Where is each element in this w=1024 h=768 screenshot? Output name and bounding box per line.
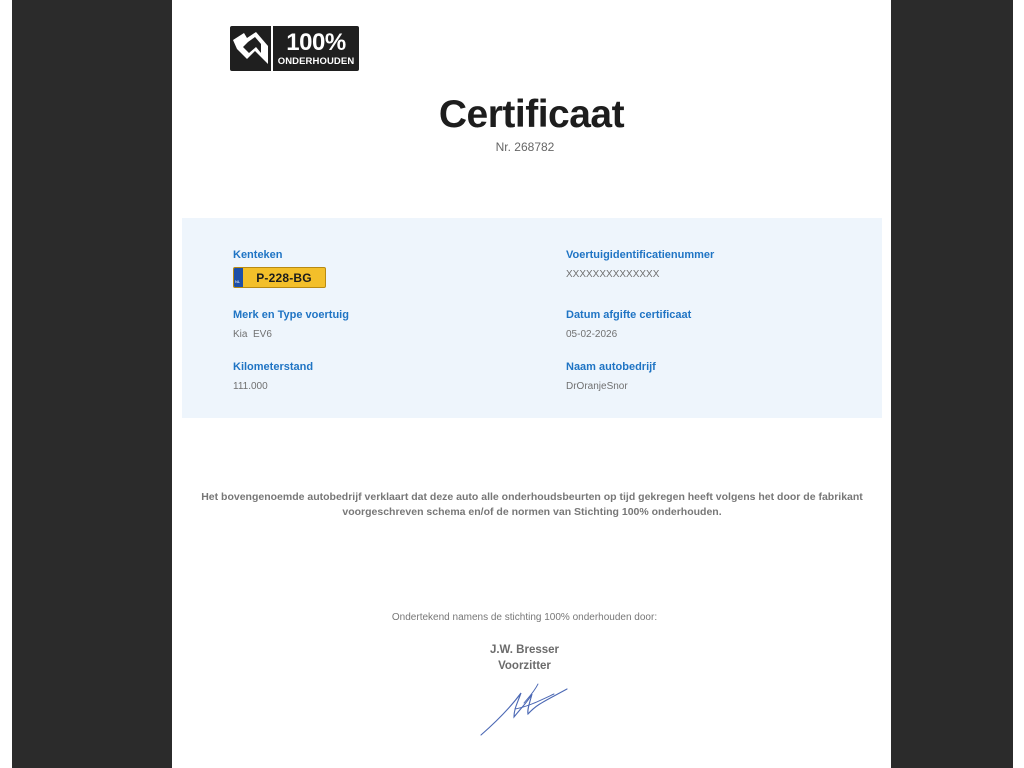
logo [230, 26, 359, 71]
mileage-value: 111.000 [233, 381, 268, 392]
mileage-field [233, 361, 313, 392]
viewer-edge-right [1013, 0, 1024, 768]
logo-subtitle: ONDERHOUDEN [277, 55, 355, 67]
viewer-background-left [12, 0, 172, 768]
issue-date-value: 05-02-2026 [566, 329, 618, 340]
license-plate-field [233, 249, 283, 261]
logo-percentage: 100% [286, 28, 346, 56]
issue-date-field [566, 309, 691, 340]
mileage-label: Kilometerstand [233, 361, 314, 373]
eu-country-strip [234, 268, 243, 287]
maintenance-statement: Het bovengenoemde autobedrijf verklaart dat deze auto alle onderhoudsbeurten op tijd gekregen heeft volgens het door de fabrikant voorgeschreven schema en/of de normen van Stichting 100% onderhouden. [201, 491, 863, 518]
make-model-field [233, 309, 349, 340]
make-model-value: Kia EV6 [233, 329, 272, 340]
license-plate-number: P-228-BG [256, 270, 312, 285]
signer-role: Voorzitter [498, 660, 551, 672]
plate-country-code: NL [235, 279, 241, 284]
viewer-background-right [891, 0, 1013, 768]
signer-name: J.W. Bresser [489, 644, 560, 656]
vin-label: Voertuigidentificatienummer [566, 249, 715, 261]
vin-value: XXXXXXXXXXXXXX [566, 269, 660, 280]
logo-wordmark [273, 28, 359, 67]
license-plate [233, 267, 326, 288]
handwritten-signature [479, 680, 571, 738]
garage-label: Naam autobedrijf [566, 361, 656, 373]
garage-field [566, 361, 656, 392]
certificate-number: Nr. 268782 [495, 140, 555, 154]
license-plate-label: Kenteken [233, 249, 283, 261]
vin-field [566, 249, 714, 280]
viewer-edge-left [0, 0, 12, 768]
vehicle-details-panel [182, 218, 882, 418]
page-title: Certificaat [438, 93, 625, 136]
garage-value: DrOranjeSnor [566, 381, 628, 392]
issue-date-label: Datum afgifte certificaat [566, 309, 692, 321]
certificate-page [172, 0, 891, 768]
wrench-check-icon [230, 26, 271, 71]
make-model-label: Merk en Type voertuig [233, 309, 349, 321]
signed-by-text: Ondertekend namens de stichting 100% onderhouden door: [391, 612, 658, 623]
